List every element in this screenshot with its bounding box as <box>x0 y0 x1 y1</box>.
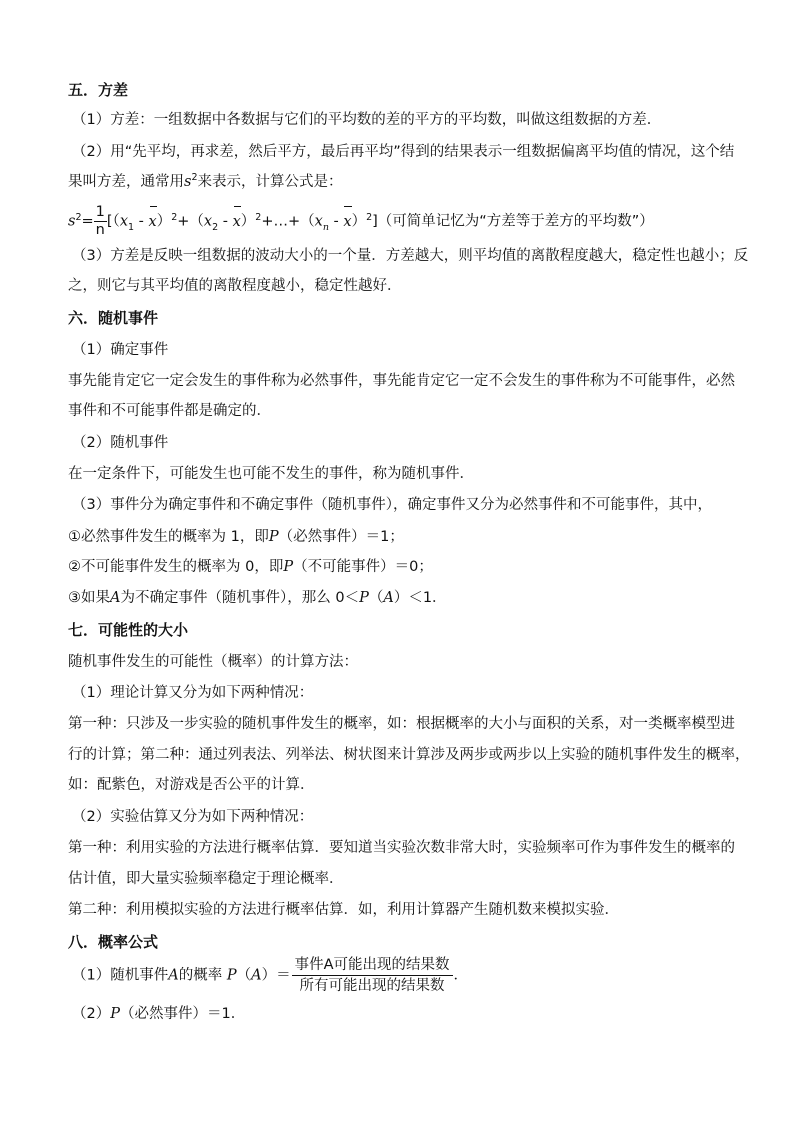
fraction-denominator: 所有可能出现的结果数 <box>299 978 445 994</box>
math-op: = <box>81 213 94 230</box>
math-var: A <box>110 590 121 606</box>
paragraph: 事件和不可能事件都是确定的． <box>68 403 271 419</box>
math-op: - <box>328 213 344 230</box>
math-op: （ <box>236 967 252 984</box>
paragraph: 随机事件发生的可能性（概率）的计算方法： <box>68 654 358 670</box>
section-7-title: 七．可能性的大小 <box>68 621 189 639</box>
text-run: （必然事件）＝1； <box>278 529 404 545</box>
math-sub: 1 <box>128 221 135 233</box>
section-5-title: 五．方差 <box>68 81 129 99</box>
math-sub: 2 <box>212 221 219 233</box>
paragraph: 第一种：只涉及一步实验的随机事件发生的概率，如：根据概率的大小与面积的关系，对一类概率模型进 <box>68 716 735 732</box>
math-var: P <box>226 967 237 984</box>
paragraph: （2）随机事件 <box>72 435 169 451</box>
math-op: - <box>134 213 149 230</box>
paragraph: 第一种：利用实验的方法进行概率估算．要知道当实验次数非常大时，实验频率可作为事件发生的概率的 <box>68 840 735 856</box>
probability-formula <box>72 955 732 999</box>
math-var: A <box>168 967 179 984</box>
paragraph: 行的计算；第二种：通过列表法、列举法、树状图来计算涉及两步或两步以上实验的随机事件发生的概率， <box>68 747 750 763</box>
paragraph: 如：配紫色，对游戏是否公平的计算． <box>68 777 315 793</box>
math-var: P <box>359 590 369 606</box>
math-op: ） <box>240 213 256 230</box>
text-run: ③如果 <box>68 590 110 606</box>
math-sup: 2 <box>255 211 262 223</box>
text-run: （必然事件）＝1． <box>120 1006 246 1022</box>
text-run: （不可能事件）＝0； <box>293 559 433 575</box>
math-op: [（ <box>106 213 120 230</box>
math-op: （ <box>368 590 384 606</box>
text-run: ①必然事件发生的概率为 1，即 <box>68 529 269 545</box>
text-run: 为不确定事件（随机事件），那么 0＜ <box>120 590 360 606</box>
text-run: （1）随机事件 <box>72 967 169 984</box>
text-run: 果叫方差，通常用 <box>68 174 184 190</box>
math-var: s <box>68 213 76 230</box>
paragraph: （1）方差：一组数据中各数据与它们的平均数的差的平方的平均数，叫做这组数据的方差． <box>72 112 662 128</box>
list-item <box>68 527 728 547</box>
math-op: ） <box>351 213 367 230</box>
math-sub: n <box>322 221 329 233</box>
text-run: ． <box>453 967 468 984</box>
list-item <box>68 588 728 608</box>
fraction-1-over-n <box>94 204 107 239</box>
fraction-numerator: 事件A可能出现的结果数 <box>292 955 453 976</box>
text-run: （2） <box>72 1006 111 1022</box>
paragraph: 在一定条件下，可能发生也可能不发生的事件，称为随机事件． <box>68 466 474 482</box>
paragraph: （2）实验估算又分为如下两种情况： <box>72 809 314 825</box>
math-mean: x <box>343 213 352 230</box>
text-run: ②不可能事件发生的概率为 0，即 <box>68 559 284 575</box>
paragraph: （1）确定事件 <box>72 342 169 358</box>
text-run: ）＜1． <box>393 590 447 606</box>
section-6-title: 六．随机事件 <box>68 309 159 327</box>
text-run: ]（可简单记忆为“方差等于差方的平均数”） <box>372 213 654 230</box>
math-sup: 2 <box>366 211 373 223</box>
math-var: A <box>383 590 394 606</box>
math-mean: x <box>148 213 157 230</box>
paragraph: 事先能肯定它一定会发生的事件称为必然事件，事先能肯定它一定不会发生的事件称为不可能事件，必然 <box>68 373 735 389</box>
variance-formula <box>68 204 728 242</box>
math-sup: 2 <box>191 172 198 183</box>
math-var: x <box>203 213 213 230</box>
fraction-denominator: n <box>95 222 105 238</box>
paragraph: （3）事件分为确定事件和不确定事件（随机事件），确定事件又分为必然事件和不可能事件，其中， <box>72 497 712 513</box>
text-run: 的概率 <box>178 967 223 984</box>
math-op: ）＝ <box>261 967 291 984</box>
math-var: s <box>184 174 192 190</box>
math-var: x <box>314 213 323 230</box>
probability-fraction <box>292 955 453 996</box>
list-item <box>68 557 728 577</box>
math-var: A <box>251 967 262 984</box>
paragraph: （3）方差是反映一组数据的波动大小的一个量．方差越大，则平均值的离散程度越大，稳定性也越小；反 <box>72 248 749 264</box>
paragraph: 第二种：利用模拟实验的方法进行概率估算．如，利用计算器产生随机数来模拟实验． <box>68 902 619 918</box>
math-mean: x <box>232 213 241 230</box>
paragraph: 之，则它与其平均值的离散程度越小，稳定性越好． <box>68 278 402 294</box>
paragraph <box>68 172 728 194</box>
paragraph: 估计值，即大量实验频率稳定于理论概率． <box>68 871 344 887</box>
paragraph <box>72 1004 732 1024</box>
fraction-numerator: 1 <box>95 204 105 220</box>
paragraph: （2）用“先平均，再求差，然后平方，最后再平均”得到的结果表示一组数据偏离平均值的情况，这个结 <box>72 144 735 160</box>
math-op: ） <box>156 213 172 230</box>
math-sup: 2 <box>171 211 178 223</box>
section-8-title: 八．概率公式 <box>68 933 159 951</box>
math-op: +（ <box>177 213 204 230</box>
math-sup: 2 <box>75 211 82 223</box>
text-run: 来表示，计算公式是： <box>197 174 343 190</box>
math-var: P <box>110 1006 120 1022</box>
math-op: - <box>218 213 233 230</box>
math-var: x <box>119 213 128 230</box>
paragraph: （1）理论计算又分为如下两种情况： <box>72 685 314 701</box>
math-var: P <box>283 559 294 575</box>
math-var: P <box>268 529 279 545</box>
math-op: +…+（ <box>261 213 315 230</box>
